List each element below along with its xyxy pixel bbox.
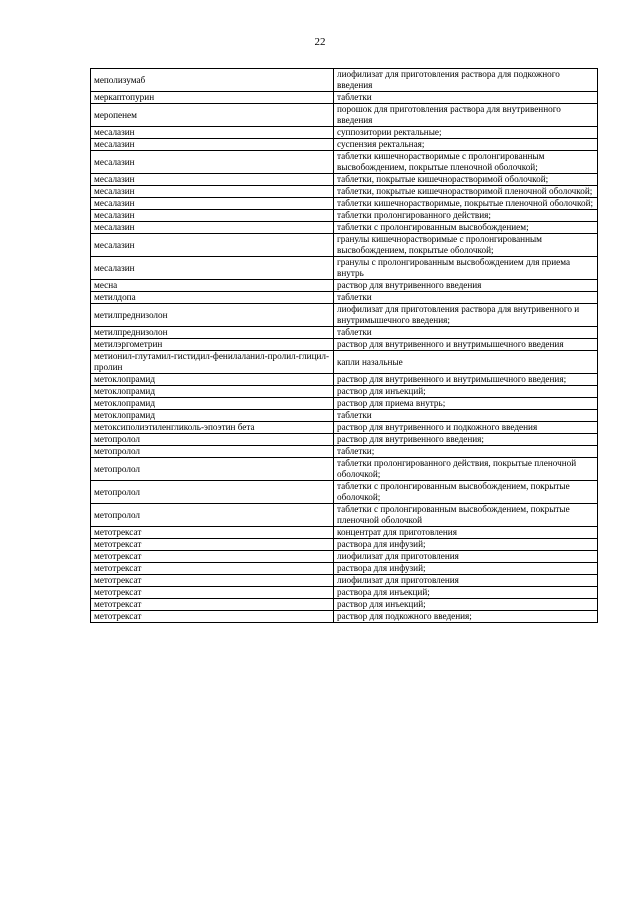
table-row [91,599,598,611]
table-row [91,127,598,139]
dosage-form-cell: таблетки с пролонгированным высвобождением; [334,222,598,234]
dosage-form-cell: раствор для приема внутрь; [334,398,598,410]
dosage-form-cell: капли назальные [334,351,598,374]
table-row [91,186,598,198]
drug-table-body [91,69,598,623]
table-row [91,410,598,422]
table-row [91,234,598,257]
drug-name-cell: месалазин [91,186,334,198]
table-row [91,575,598,587]
dosage-form-cell: таблетки кишечнорастворимые с пролонгированным высвобождением, покрытые пленочной оболочкой; [334,151,598,174]
drug-name-cell: метионил-глутамил-гистидил-фенилаланил-пролил-глицил-пролин [91,351,334,374]
dosage-form-cell: таблетки [334,410,598,422]
drug-name-cell: метилпреднизолон [91,304,334,327]
dosage-form-cell: раствор для инъекций; [334,386,598,398]
drug-name-cell: метотрексат [91,539,334,551]
drug-name-cell: метоклопрамид [91,386,334,398]
dosage-form-cell: раствора для инфузий; [334,539,598,551]
table-row [91,92,598,104]
dosage-form-cell: лиофилизат для приготовления раствора для внутривенного и внутримышечного введения; [334,304,598,327]
table-row [91,446,598,458]
table-row [91,611,598,623]
table-row [91,174,598,186]
table-row [91,386,598,398]
table-row [91,139,598,151]
dosage-form-cell: раствор для внутривенного и внутримышечного введения; [334,374,598,386]
drug-name-cell: месалазин [91,222,334,234]
drug-name-cell: метопролол [91,446,334,458]
drug-name-cell: месалазин [91,174,334,186]
dosage-form-cell: таблетки кишечнорастворимые, покрытые пленочной оболочкой; [334,198,598,210]
dosage-form-cell: лиофилизат для приготовления [334,551,598,563]
dosage-form-cell: таблетки, покрытые кишечнорастворимой пленочной оболочкой; [334,186,598,198]
drug-name-cell: месалазин [91,198,334,210]
table-row [91,551,598,563]
table-row [91,104,598,127]
table-row [91,374,598,386]
dosage-form-cell: раствор для внутривенного и подкожного введения [334,422,598,434]
drug-name-cell: месалазин [91,257,334,280]
dosage-form-cell: таблетки пролонгированного действия; [334,210,598,222]
drug-name-cell: метоксиполиэтиленгликоль-эпоэтин бета [91,422,334,434]
table-row [91,398,598,410]
dosage-form-cell: суппозитории ректальные; [334,127,598,139]
table-row [91,69,598,92]
dosage-form-cell: таблетки, покрытые кишечнорастворимой оболочкой; [334,174,598,186]
dosage-form-cell: раствор для внутривенного введения [334,280,598,292]
drug-name-cell: метилпреднизолон [91,327,334,339]
table-row [91,587,598,599]
dosage-form-cell: концентрат для приготовления [334,527,598,539]
table-row [91,198,598,210]
table-row [91,481,598,504]
table-row [91,292,598,304]
dosage-form-cell: лиофилизат для приготовления раствора для подкожного введения [334,69,598,92]
table-row [91,339,598,351]
table-row [91,527,598,539]
table-row [91,351,598,374]
dosage-form-cell: порошок для приготовления раствора для внутривенного введения [334,104,598,127]
drug-name-cell: меполизумаб [91,69,334,92]
dosage-form-cell: таблетки [334,92,598,104]
dosage-form-cell: раствора для инъекций; [334,587,598,599]
table-row [91,434,598,446]
drug-name-cell: метотрексат [91,587,334,599]
dosage-form-cell: раствора для инфузий; [334,563,598,575]
drug-name-cell: метопролол [91,481,334,504]
drug-name-cell: месна [91,280,334,292]
table-row [91,304,598,327]
dosage-form-cell: таблетки [334,327,598,339]
drug-name-cell: метоклопрамид [91,410,334,422]
drug-name-cell: метотрексат [91,551,334,563]
table-row [91,280,598,292]
drug-name-cell: метилдопа [91,292,334,304]
table-row [91,458,598,481]
dosage-form-cell: лиофилизат для приготовления [334,575,598,587]
table-row [91,257,598,280]
dosage-form-cell: гранулы кишечнорастворимые с пролонгированным высвобождением, покрытые оболочкой; [334,234,598,257]
table-row [91,563,598,575]
table-row [91,422,598,434]
dosage-form-cell: раствор для внутривенного введения; [334,434,598,446]
drug-name-cell: метотрексат [91,575,334,587]
dosage-form-cell: суспензия ректальная; [334,139,598,151]
drug-name-cell: метотрексат [91,599,334,611]
table-row [91,327,598,339]
table-row [91,539,598,551]
drug-table [90,68,598,623]
drug-name-cell: метилэргометрин [91,339,334,351]
drug-name-cell: меркаптопурин [91,92,334,104]
dosage-form-cell: таблетки; [334,446,598,458]
drug-name-cell: месалазин [91,210,334,222]
dosage-form-cell: раствор для подкожного введения; [334,611,598,623]
dosage-form-cell: таблетки [334,292,598,304]
table-row [91,504,598,527]
drug-name-cell: месалазин [91,139,334,151]
table-row [91,222,598,234]
page-number: 22 [314,36,326,48]
dosage-form-cell: таблетки с пролонгированным высвобождением, покрытые пленочной оболочкой [334,504,598,527]
drug-name-cell: метотрексат [91,611,334,623]
drug-name-cell: метоклопрамид [91,374,334,386]
drug-name-cell: метопролол [91,434,334,446]
drug-name-cell: месалазин [91,127,334,139]
drug-name-cell: метотрексат [91,527,334,539]
dosage-form-cell: раствор для инъекций; [334,599,598,611]
dosage-form-cell: гранулы с пролонгированным высвобождением для приема внутрь [334,257,598,280]
drug-name-cell: месалазин [91,151,334,174]
table-row [91,151,598,174]
drug-name-cell: метопролол [91,504,334,527]
dosage-form-cell: таблетки пролонгированного действия, покрытые пленочной оболочкой; [334,458,598,481]
drug-name-cell: метоклопрамид [91,398,334,410]
drug-name-cell: метотрексат [91,563,334,575]
dosage-form-cell: таблетки с пролонгированным высвобождением, покрытые оболочкой; [334,481,598,504]
table-row [91,210,598,222]
drug-name-cell: месалазин [91,234,334,257]
drug-name-cell: меропенем [91,104,334,127]
drug-name-cell: метопролол [91,458,334,481]
dosage-form-cell: раствор для внутривенного и внутримышечного введения [334,339,598,351]
